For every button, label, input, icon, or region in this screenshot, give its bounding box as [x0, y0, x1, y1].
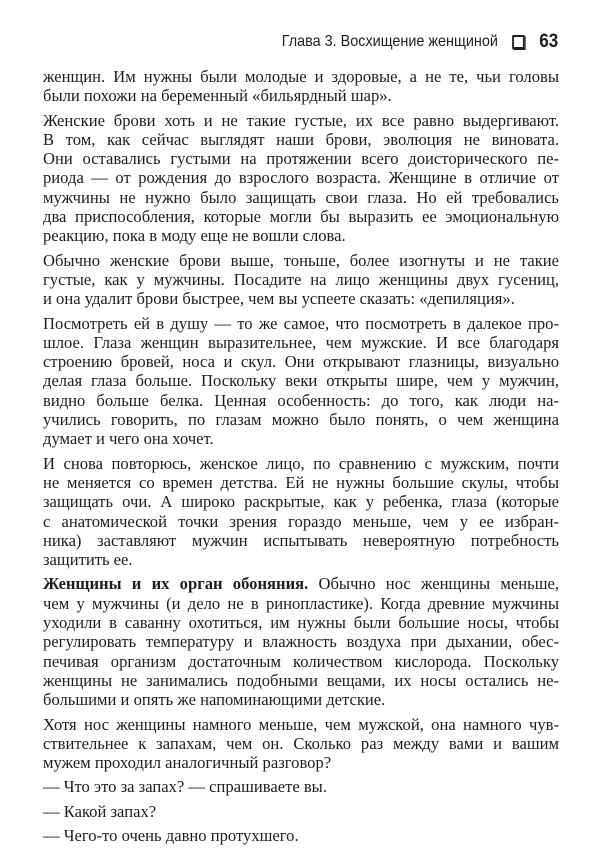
text-line [43, 352, 559, 371]
line-text: строению бровей, носа и скул. Они открывают глазницы, визуально [43, 352, 559, 372]
line-text: регулировать температуру и влажность воздуха при дыхании, обес- [43, 632, 559, 652]
text-line [43, 473, 559, 492]
text-line [43, 690, 559, 709]
text-line [43, 671, 559, 690]
text-line [43, 594, 559, 613]
text-line [43, 270, 559, 289]
line-text: чем у мужчины (и дело не в ринопластике). Когда древние мужчины [43, 593, 559, 613]
paragraph [43, 454, 559, 570]
paragraph [43, 574, 559, 709]
line-text: мужем проходил аналогичный разговор? [43, 753, 332, 773]
text-line [43, 826, 559, 845]
line-text: — Что это за запах? — спрашиваете вы. [43, 777, 327, 797]
text-line [43, 550, 559, 569]
line-text: Обычно нос женщины меньше, [308, 574, 559, 594]
text-line [43, 251, 559, 270]
paragraph [43, 251, 559, 309]
line-text: с анатомической точки зрения гораздо меньше, чем у ее избран- [43, 511, 559, 531]
line-text: ствительнее к запахам, чем он. Сколько раз между вами и вашим [43, 733, 559, 753]
text-line [43, 410, 559, 429]
text-line [43, 715, 559, 734]
line-text: печивая организм достаточным количеством кислорода. Поскольку [43, 651, 559, 671]
page-number: 63 [538, 31, 558, 52]
text-line [43, 777, 559, 796]
paragraph [43, 715, 559, 773]
line-text: Обычно женские брови выше, тоньше, более изогнуты и не такие [43, 250, 559, 270]
line-text: И снова повторюсь, женское лицо, по сравнению с мужским, почти [43, 453, 559, 473]
line-text: учились говорить, по глазам можно было понять, о чем женщина [43, 410, 559, 430]
text-line [43, 652, 559, 671]
paragraph [43, 777, 559, 796]
section-lead: Женщины и их орган обоняния. [43, 574, 309, 594]
text-line [43, 67, 559, 86]
line-text: Женские брови хоть и не такие густые, их все равно выдергивают. [43, 110, 559, 130]
text-line [43, 512, 559, 531]
line-text: большими и опять же напоминающими детские. [43, 690, 386, 710]
text-line [43, 226, 559, 245]
text-line [43, 314, 559, 333]
text-line [43, 371, 559, 390]
line-text: защищать очи. А широко раскрытые, как у ребенка, глаза (которые [43, 492, 559, 512]
line-text: густые, как у мужчины. Посадите на лицо женщины двух гусениц, [43, 269, 559, 289]
line-text: видно больше белка. Ценная особенность: до того, как люди на- [43, 390, 559, 410]
square-bullet-icon [512, 35, 525, 49]
line-text: женщины не занимались подобными вещами, их носы остались не- [43, 670, 559, 690]
text-line [43, 531, 559, 550]
text-line [43, 333, 559, 352]
text-line [43, 111, 559, 130]
line-text: уходили в саванну охотиться, им нужны были большие носы, чтобы [43, 613, 559, 633]
line-text: мужчины не нужно было защищать свои глаза. Но ей требовались [43, 187, 559, 207]
line-text: риода — от рождения до взрослого возраста. Женщине в отличие от [43, 168, 559, 188]
line-text: думает и чего она хочет. [43, 429, 214, 449]
line-text: Посмотреть ей в душу — то же самое, что посмотреть в далекое про- [43, 313, 559, 333]
text-line [43, 130, 559, 149]
text-line [43, 429, 559, 448]
line-text: два приспособления, которые могли бы выразить ее эмоциональную [43, 207, 559, 227]
text-line [43, 188, 559, 207]
text-line [43, 454, 559, 473]
paragraph [43, 314, 559, 449]
text-line [43, 632, 559, 651]
text-line [43, 753, 559, 772]
text-line [43, 492, 559, 511]
text-line [43, 802, 559, 821]
text-line [43, 289, 559, 308]
text-line [43, 168, 559, 187]
text-line [43, 734, 559, 753]
text-line [43, 207, 559, 226]
paragraph [43, 67, 559, 106]
line-text: ника) заставляют мужчин испытывать невероятную потребность [43, 530, 559, 550]
text-line [43, 574, 559, 593]
running-header [281, 31, 558, 53]
page-body [43, 67, 559, 845]
line-text: женщин. Им нужны были молодые и здоровые, а не те, чьи головы [43, 67, 559, 86]
line-text: защитить ее. [43, 550, 133, 570]
paragraph [43, 826, 559, 845]
text-line [43, 391, 559, 410]
line-text: — Чего-то очень давно протухшего. [43, 825, 299, 845]
line-text: — Какой запах? [43, 801, 157, 821]
line-text: и она удалит брови быстрее, чем вы успеете сказать: «депиляция». [43, 289, 515, 309]
paragraph [43, 111, 559, 246]
line-text: шлое. Глаза женщин выразительнее, чем мужские. И все благодаря [43, 332, 559, 352]
chapter-title: Глава 3. Восхищение женщиной [281, 33, 498, 50]
line-text: Они оставались густыми на протяжении всего доисторического пе- [43, 149, 559, 169]
line-text: реакцию, пока в моду еще не вошли слова. [43, 226, 346, 246]
text-line [43, 86, 559, 105]
line-text: делая глаза больше. Поскольку веки открыты шире, чем у мужчин, [43, 371, 559, 391]
line-text: Хотя нос женщины намного меньше, чем мужской, она намного чув- [43, 714, 559, 734]
paragraph [43, 802, 559, 821]
text-line [43, 149, 559, 168]
line-text: были похожи на беременный «бильярдный шар». [43, 86, 392, 106]
text-line [43, 613, 559, 632]
line-text: В том, как сейчас выглядят наши брови, эволюция не виновата. [43, 129, 559, 149]
line-text: не меняется со времен детства. Ей не нужны большие скулы, чтобы [43, 472, 559, 492]
